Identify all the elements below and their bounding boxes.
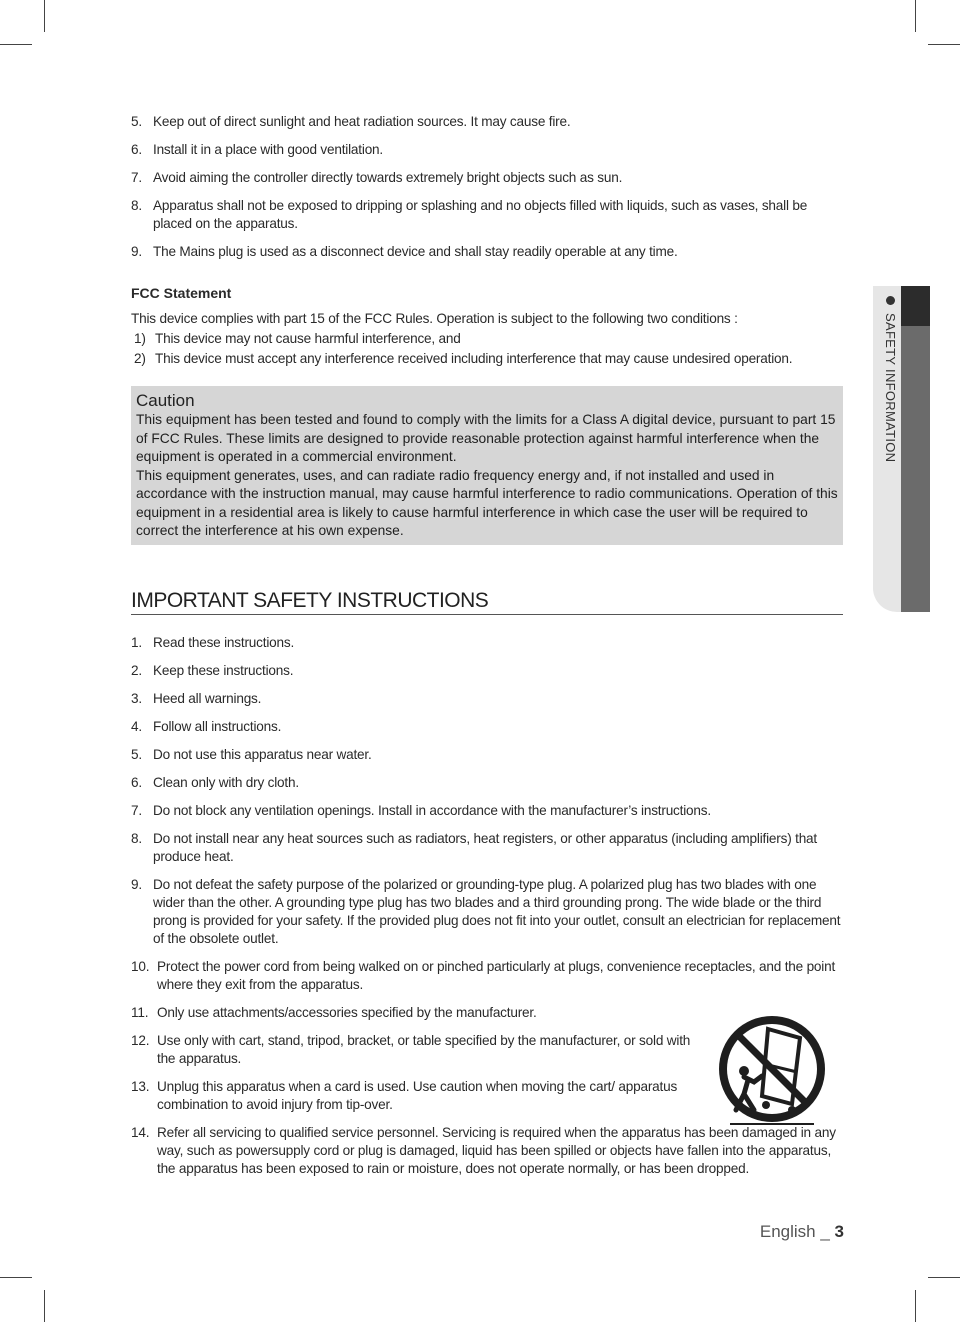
crop-mark [928,1277,960,1278]
caution-title: Caution [136,391,195,410]
list-item: 9. The Mains plug is used as a disconnect device and shall stay readily operable at any time. [131,244,678,259]
bullet-dot-icon [886,296,895,305]
caution-paragraph: This equipment has been tested and found to comply with the limits for a Class A digital device, pursuant to part 15 of FCC Rules. These limits are designed to provide reasonable protection against harmful interference when the equipment is operated in a commercial environment. [136,412,836,464]
crop-mark [915,1290,916,1322]
list-item: 8. Apparatus shall not be exposed to dripping or splashing and no objects filled with liquids, such as vases, shall be placed on the apparatus. [131,198,808,231]
crop-mark [915,0,916,32]
list-item: 10. Protect the power cord from being walked on or pinched particularly at plugs, convenience receptacles, and the point where they exit from the apparatus. [131,958,836,992]
page-footer [760,1222,844,1242]
crop-mark [0,44,32,45]
list-item: 5. Keep out of direct sunlight and heat radiation sources. It may cause fire. [131,114,571,129]
list-item: 13. Unplug this apparatus when a card is used. Use caution when moving the cart/ apparatus combination to avoid injury from tip-over. [131,1078,678,1112]
list-item: 9. Do not defeat the safety purpose of the polarized or grounding-type plug. A polarized plug has two blades with one wider than the other. A grounding type plug has two blades and a third grounding prong. The wide blade or the third prong is provided for your safety. If the provided plug does not fit into your outlet, consult an electrician for replacement of the obsolete outlet. [131,876,841,946]
list-item: 5. Do not use this apparatus near water. [131,746,372,762]
list-item: 8. Do not install near any heat sources such as radiators, heat registers, or other apparatus (including amplifiers) that produce heat. [131,830,817,864]
list-item: 7. Avoid aiming the controller directly towards extremely bright objects such as sun. [131,170,623,185]
list-item: 3. Heed all warnings. [131,690,262,706]
side-tab-text: SAFETY INFORMATION [883,313,898,463]
crop-mark [44,1290,45,1322]
list-item: 11. Only use attachments/accessories specified by the manufacturer. [131,1004,537,1020]
side-tab-marker [901,286,930,326]
list-item: 6. Install it in a place with good ventilation. [131,142,383,157]
list-item: 7. Do not block any ventilation openings. Install in accordance with the manufacturer’s instructions. [131,802,711,818]
caution-paragraph: This equipment generates, uses, and can radiate radio frequency energy and, if not installed and used in accordance with the instruction manual, may cause harmful interference to radio communications. Operation of this equipment in a residential area is likely to cause harmful interference in which case the user will be required to correct the interference at his own expense. [136,467,838,538]
list-item: 14. Refer all servicing to qualified service personnel. Servicing is required when the apparatus has been damaged in any way, such as powersupply cord or plug is damaged, liquid has been spilled or objects have fallen into the apparatus, the apparatus has been exposed to rain or moisture, does not operate normally, or has been dropped. [131,1124,836,1176]
side-tab-strip [901,286,930,612]
caution-box [131,386,843,545]
fcc-intro: This device complies with part 15 of the FCC Rules. Operation is subject to the following two conditions : [131,311,738,326]
footer-language: English _ [759,1222,835,1241]
list-item: 6. Clean only with dry cloth. [131,774,299,790]
list-item: 2. Keep these instructions. [131,662,294,678]
fcc-heading: FCC Statement [131,285,232,301]
list-item: 12. Use only with cart, stand, tripod, bracket, or table specified by the manufacturer, or sold with the apparatus. [131,1032,691,1066]
fcc-condition: 2) This device must accept any interference received including interference that may cause undesired operation. [134,351,793,366]
page-number: 3 [834,1222,844,1241]
list-item: 1. Read these instructions. [131,634,295,650]
cart-tip-over-warning-icon [714,1014,830,1128]
crop-mark [0,1277,32,1278]
list-item: 4. Follow all instructions. [131,718,282,734]
section-title: IMPORTANT SAFETY INSTRUCTIONS [131,589,843,615]
side-tab-label [878,296,898,496]
fcc-condition: 1) This device may not cause harmful interference, and [134,331,461,346]
crop-mark [44,0,45,32]
safety-list-continued [131,113,843,261]
crop-mark [928,44,960,45]
